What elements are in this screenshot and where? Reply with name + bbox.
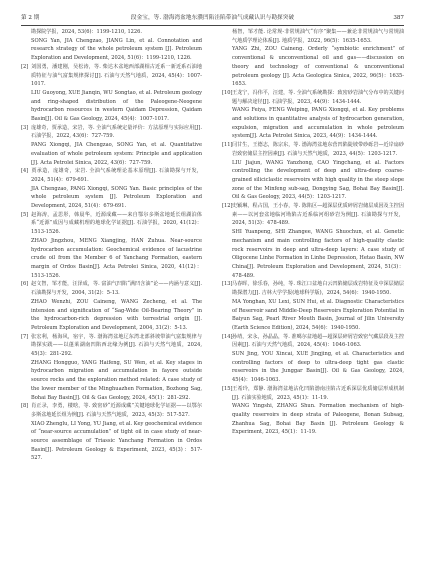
reference-text: 马春晖，徐乐春，孙纯，等. 珠江口盆地白云凹陷储层成岩特征及中深层储层勘探潜力[J]. 吉林大学学报(地球科学版)，2024, 54(6)：1940-1950. (232, 281, 404, 297)
reference-number: [2] (21, 63, 29, 70)
reference-text: 张宏利，杨海风，宿宇，等. 渤海湾盆地辽东湾北部斜坡带油气富集规律与勘探实践——以蓬莱湖南凹陷西北缘为例[J]. 石油与天然气地质，2024, 45(3)：281-292. (31, 333, 202, 358)
reference-number: [5] (21, 211, 29, 218)
reference-entry (222, 298, 404, 333)
reference-number: [6] (21, 281, 29, 288)
reference-entry (21, 167, 202, 184)
reference-entry (222, 402, 404, 437)
reference-text: PANG Xiongqi, JIA Chengzao, SONG Yan, et al. Quantitative evaluation of whole petroleum system: Principle and application [J]. Acta Petrolei Sinica, 2022, 43(6)：727-759. (31, 142, 202, 166)
reference-entry (222, 385, 404, 402)
reference-number: [12] (222, 203, 233, 210)
reference-text: SUN Jing, YOU Xincai, XUE Jingjing, et al. Characteristics and controlling factors of deep to ultra-deep tight gas clastic reservoirs in the Junggar Basin[J]. Oil & Gas Geology, 2024, 45(4)：1046-1063. (232, 351, 404, 384)
reference-text: ZHANG Hongguo, YANG Haifeng, SU Wen, et al. Key stages in hydrocarbon migration and accumulation in fayore outside source rocks and the exploration method related: A case study of the lower member of the Minghuazhen Formation, Bozhong Sag, Bohai Bay Basin[J]. Oil & Gas Geology, 2024, 45(1)：281-292. (31, 359, 202, 401)
reference-entry (21, 420, 202, 464)
reference-entry (21, 211, 202, 237)
reference-entry (222, 45, 404, 89)
reference-number: [7] (21, 333, 29, 340)
reference-entry (222, 202, 404, 228)
reference-text: 杨智，邹才能. 论常规-非常规油气“有序”聚集——兼论非常规油气与常规油气地质学理论体系[J]. 地质学报，2022, 96(5)：1635-1653. (232, 29, 404, 44)
reference-text: SHI Yuanpeng, SHI Zhangee, WANG Shuochun, et al. Genetic mechanism and main controlling factors of high-quality clastic rock reservoirs in deep and ultra-deep layers: A case study of Oligocene Linhe Formation in Linhe Depression, Hetao Basin, NW China[J]. Petroleum Exploration and Development, 2024, 51(3)：478-489. (232, 229, 404, 279)
reference-entry (222, 228, 404, 280)
reference-entry (21, 89, 202, 124)
reference-entry (21, 124, 202, 141)
reference-column-right (222, 28, 404, 437)
reference-text: 史颖琳，程占国，王小春，等. 陈陷区—超深层优质碎屑岩储层成因及主控因素——以河套盆地临河坳陷古近系临河组砂岩为例[J]. 石油勘探与开发，2024, 51(3)：478-489. (232, 203, 404, 227)
reference-entry (21, 402, 202, 419)
reference-text: LIU Guoyong, XUE Jianqin, WU Songtao, et al. Petroleum geology and ring-shaped distribution of the Paleogene-Neogene hydrocarbon resources in western Qaidam Depression, Qaidam Basin[J]. Oil & Gas Geology, 2024, 45(4)：1007-1017. (31, 89, 202, 123)
reference-number: [3] (21, 124, 29, 131)
reference-text: 肖正录，李勇，楼晗，等. 致密砂“近源成藏”关键地球化学证据——以鄂尔多斯盆地延长组为例[J]. 石油与天然气地质，2023, 45(3)：517-527. (31, 403, 202, 418)
reference-text: XIAO Zhenglu, LI Yong, YU Jiang, et al. Key geochemical evidence of “near-source accumulation” of tight oil in case study of near-source assemblage of Triassic Yanchang Formation in Ordos Basin[J]. Petroleum Geology & Experiment, 2023, 45(3)：517-527. (31, 420, 202, 462)
reference-entry (21, 185, 202, 211)
reference-entry (21, 37, 202, 63)
reference-text: 庞雄奇，贾承造，宋岩，等. 全油气系统定量评价：方法原理与实际应用[J]. 石油学报，2022, 43(6)：727-759. (31, 124, 202, 140)
reference-entry (21, 141, 202, 167)
reference-entry (21, 359, 202, 403)
reference-text: 赵海涛，孟思彤，韩晨华，近源成藏——来自鄂尔多斯盆地延长组湖泊体系“近源”成因与成藏机理的地球化学证据[J]. 石油学报，2020, 41(12)：1513-1526. (31, 211, 202, 236)
reference-text: MA Yonghan, XU Lexi, SUN Hui, et al. Diagnostic Characteristics of Reservoir sand Middle-Deep Reservoirs Exploration Potential in Baiyun Sag, Pearl River Mouth Basin, Journal of Jilin University (Earth Science Edition), 2024, 54(6)：1940-1950. (232, 298, 404, 331)
reference-entry (222, 89, 404, 106)
reference-text: 勘探院学报，2024, 53(6)：1199-1210, 1226. (31, 29, 143, 35)
reference-entry (21, 28, 202, 37)
reference-entry (21, 63, 202, 89)
reference-text: 王龙宁，冯伟平，汪建，等. 全油气系统勘探：致密砂岩油气分布中的关键问题与解决途径[J]. 石油学报，2023, 44(9)：1434-1444. (232, 89, 404, 105)
reference-text: 贾承造，庞雄奇，宋岩. 全油气系统理论基本原理[J]. 石油勘探与开发，2024, 51(4)：679-691. (31, 168, 202, 183)
header-rule (21, 25, 404, 26)
reference-text: 赵文智，邹才能，汪泽成，等. 富油气凹陷“满凹含油”论——内涵与意义[J]. 石油勘探与开发，2004, 31(2)：5-13. (31, 281, 202, 297)
reference-entry (222, 28, 404, 45)
reference-text: 刘国勇，潘建刚，吴松涛，等. 柴达木盆地西部湖相古近系一新近系石油地质特征与油气富集规律探讨[J]. 石油与天然气地质，2024, 45(4)：1007-1017. (31, 63, 202, 88)
issue-number: 第 2 期 (21, 15, 40, 21)
reference-entry (21, 333, 202, 359)
reference-number: [13] (222, 281, 233, 288)
reference-entry (222, 350, 404, 385)
reference-entry (21, 298, 202, 333)
reference-number: [14] (222, 333, 233, 340)
reference-text: 闫甘生，王德志，陈宗东，等. 渤海湾盆地东营凹陷陡坡带砂砾岩—近岸扇砂岩致密储层主控因素[J]. 石油与天然气地质，2023, 44(5)：1203-1217. (232, 142, 404, 157)
reference-entry (222, 333, 404, 350)
reference-number: [11] (222, 142, 233, 149)
reference-text: WANG Yingshi, ZHANG Shun. Formation mechanism of high-quality reservoirs in deep strata of Paleogene, Bonan Subsag, Zhanhua Sag, Bohai Bay Basin [J]. Petroleum Geology & Experiment, 2023, 45(1)：11-19. (232, 403, 404, 436)
reference-text: JIA Chengzao, PANG Xiongqi, SONG Yan. Basic principles of the whole petroleum system [J]. Petroleum Exploration and Development, 2024, 51(4)：679-691. (31, 185, 202, 210)
reference-entry (21, 237, 202, 281)
reference-number: [15] (222, 385, 233, 392)
reference-text: 王希玲，郑静. 渤海湾盆地沾化凹陷渤南洼陷古近系深层优质储层形成机制[J]. 石油实验地质，2023, 45(1)：11-19. (232, 385, 404, 401)
reference-text: WANG Feiya, FENG Weiping, PANG Xiongqi, et al. Key problems and solutions in quantitative analysis of hydrocarbon generation, expulsion, migration and accumulation in whole petroleum system[J]. Acta Petrolei Sinica, 2023, 44(9)：1434-1444. (232, 107, 404, 140)
reference-text: SONG Yan, JIA Chengzao, JIANG Lin, et al. Connotation and research strategy of the whole petroleum system [J]. Petroleum Exploration and Development, 2024, 51(6)：1199-1210, 1226. (31, 37, 202, 62)
page-number: 387 (393, 15, 404, 21)
reference-text: ZHAO Wenzhi, ZOU Caineng, WANG Zecheng, et al. The intension and signification of “Sag-Wide Oil-Bearing Theory” in the hydrocarbon-rich depression with terrestrial origin [J]. Petroleum Exploration and Development, 2004, 31(2)：5-13. (31, 298, 202, 331)
reference-text: 孙靖，宋永，孙晶晶，等. 准噶尔盆地超—超深层碎屑岩致密气藏层段及主控因素[J]. 石油与天然气地质，2024, 45(4)：1046-1063. (232, 333, 404, 349)
reference-number: [8] (21, 403, 29, 410)
reference-number: [4] (21, 168, 29, 175)
reference-entry (222, 106, 404, 141)
reference-entry (222, 159, 404, 203)
running-title: 段金宝，等. 渤海湾盆地东濮凹陷洼陷带油气成藏认识与勘探突破 (130, 15, 295, 21)
reference-column-left (21, 28, 202, 463)
reference-text: ZHAO Jingzhou, MENG Xiangjing, HAN Zuhua. Near-source hydrocarbon accumulation: Geochemical evidence of lacustrine crude oil from the Member 6 of Yanchang Formation, eastern margin of Ordos Basin[J]. Acta Petrolei Sinica, 2020, 41(12)：1513-1526. (31, 237, 202, 279)
reference-entry (222, 141, 404, 158)
reference-text: LIU Jiajun, WANG Yanzhong, CAO Yingchang, et al. Factors controlling the development of deep and ultra-deep coarse-grained siliciclastic reservoirs with high quality in the steep slope zone of the Minfeng sub-sag, Dongying Sag, Bohai Bay Basin[J]. Oil & Gas Geology, 2023, 44(5)：1203-1217. (232, 159, 404, 201)
reference-entry (21, 280, 202, 297)
reference-text: YANG Zhi, ZOU Caineng. Orderly “symbiotic enrichment” of conventional & unconventional oil and gas——discussion on theory and technology of conventional & unconventional petroleum geology [J]. Acta Geologica Sinica, 2022, 96(5)：1635-1653. (232, 46, 404, 88)
reference-entry (222, 280, 404, 297)
reference-number: [10] (222, 89, 233, 96)
